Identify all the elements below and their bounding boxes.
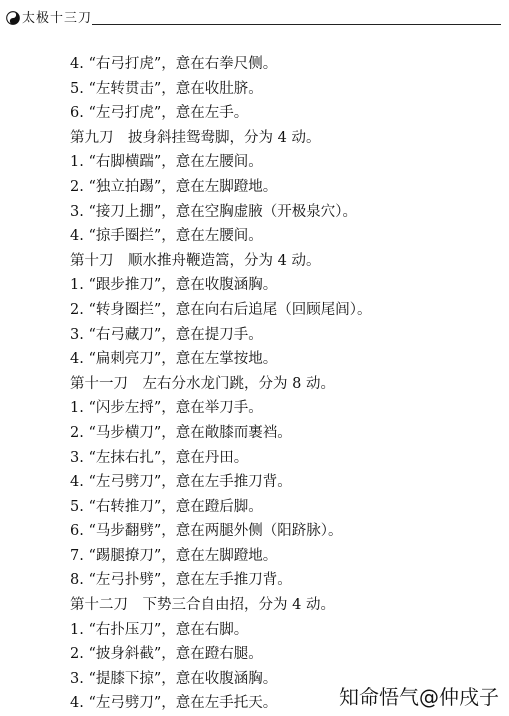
section-heading: 第九刀 披身斜挂鸳鸯脚，分为 4 动。 — [70, 129, 321, 146]
list-item: 3. “接刀上掤”，意在空胸虚腋（开极泉穴）。 — [70, 203, 358, 220]
list-item: 5. “左转贯击”，意在收肚脐。 — [70, 80, 263, 97]
list-item: 2. “马步横刀”，意在敞膝而裹裆。 — [70, 424, 292, 441]
watermark: 知命悟气@仲戌子 — [339, 685, 499, 709]
running-header — [0, 6, 509, 34]
list-item: 4. “掠手圈拦”，意在左腰间。 — [70, 228, 263, 245]
list-item: 4. “扁刺亮刀”，意在左掌按地。 — [70, 351, 278, 368]
yin-yang-icon — [6, 11, 20, 25]
list-item: 1. “跟步推刀”，意在收腹涵胸。 — [70, 277, 278, 294]
section-heading: 第十二刀 下势三合自由招，分为 4 动。 — [70, 597, 335, 614]
list-item: 6. “马步翻劈”，意在两腿外侧（阳跻脉）。 — [70, 523, 343, 540]
list-item: 7. “踢腿撩刀”，意在左脚蹬地。 — [70, 547, 278, 564]
section-heading: 第十刀 顺水推舟鞭造篙，分为 4 动。 — [70, 252, 321, 269]
list-item: 1. “右脚横踹”，意在左腰间。 — [70, 154, 263, 171]
section-heading: 第十一刀 左右分水龙门跳，分为 8 动。 — [70, 375, 335, 392]
list-item: 6. “左弓打虎”，意在左手。 — [70, 105, 249, 122]
list-item: 4. “右弓打虎”，意在右拳尺侧。 — [70, 56, 278, 72]
list-item: 4. “左弓劈刀”，意在左手推刀背。 — [70, 474, 292, 491]
book-title: 太极十三刀 — [22, 11, 93, 26]
list-item: 5. “右转推刀”，意在蹬后脚。 — [70, 498, 263, 515]
list-item: 2. “独立拍踢”，意在左脚蹬地。 — [70, 178, 278, 195]
list-item: 1. “右扑压刀”，意在右脚。 — [70, 621, 249, 638]
list-item: 3. “左抹右扎”，意在丹田。 — [70, 449, 249, 466]
text-body — [0, 52, 509, 716]
list-item: 3. “右弓藏刀”，意在提刀手。 — [70, 326, 263, 343]
list-item: 3. “提膝下掠”，意在收腹涵胸。 — [70, 670, 278, 687]
list-item: 2. “披身斜截”，意在蹬右腿。 — [70, 646, 263, 663]
list-item: 4. “左弓劈刀”，意在左手托天。 — [70, 695, 278, 712]
header-rule — [92, 24, 501, 25]
list-item: 1. “闪步左捋”，意在举刀手。 — [70, 400, 263, 417]
list-item: 2. “转身圈拦”，意在向右后追尾（回顾尾闾）。 — [70, 301, 372, 318]
list-item: 8. “左弓扑劈”，意在左手推刀背。 — [70, 572, 292, 589]
